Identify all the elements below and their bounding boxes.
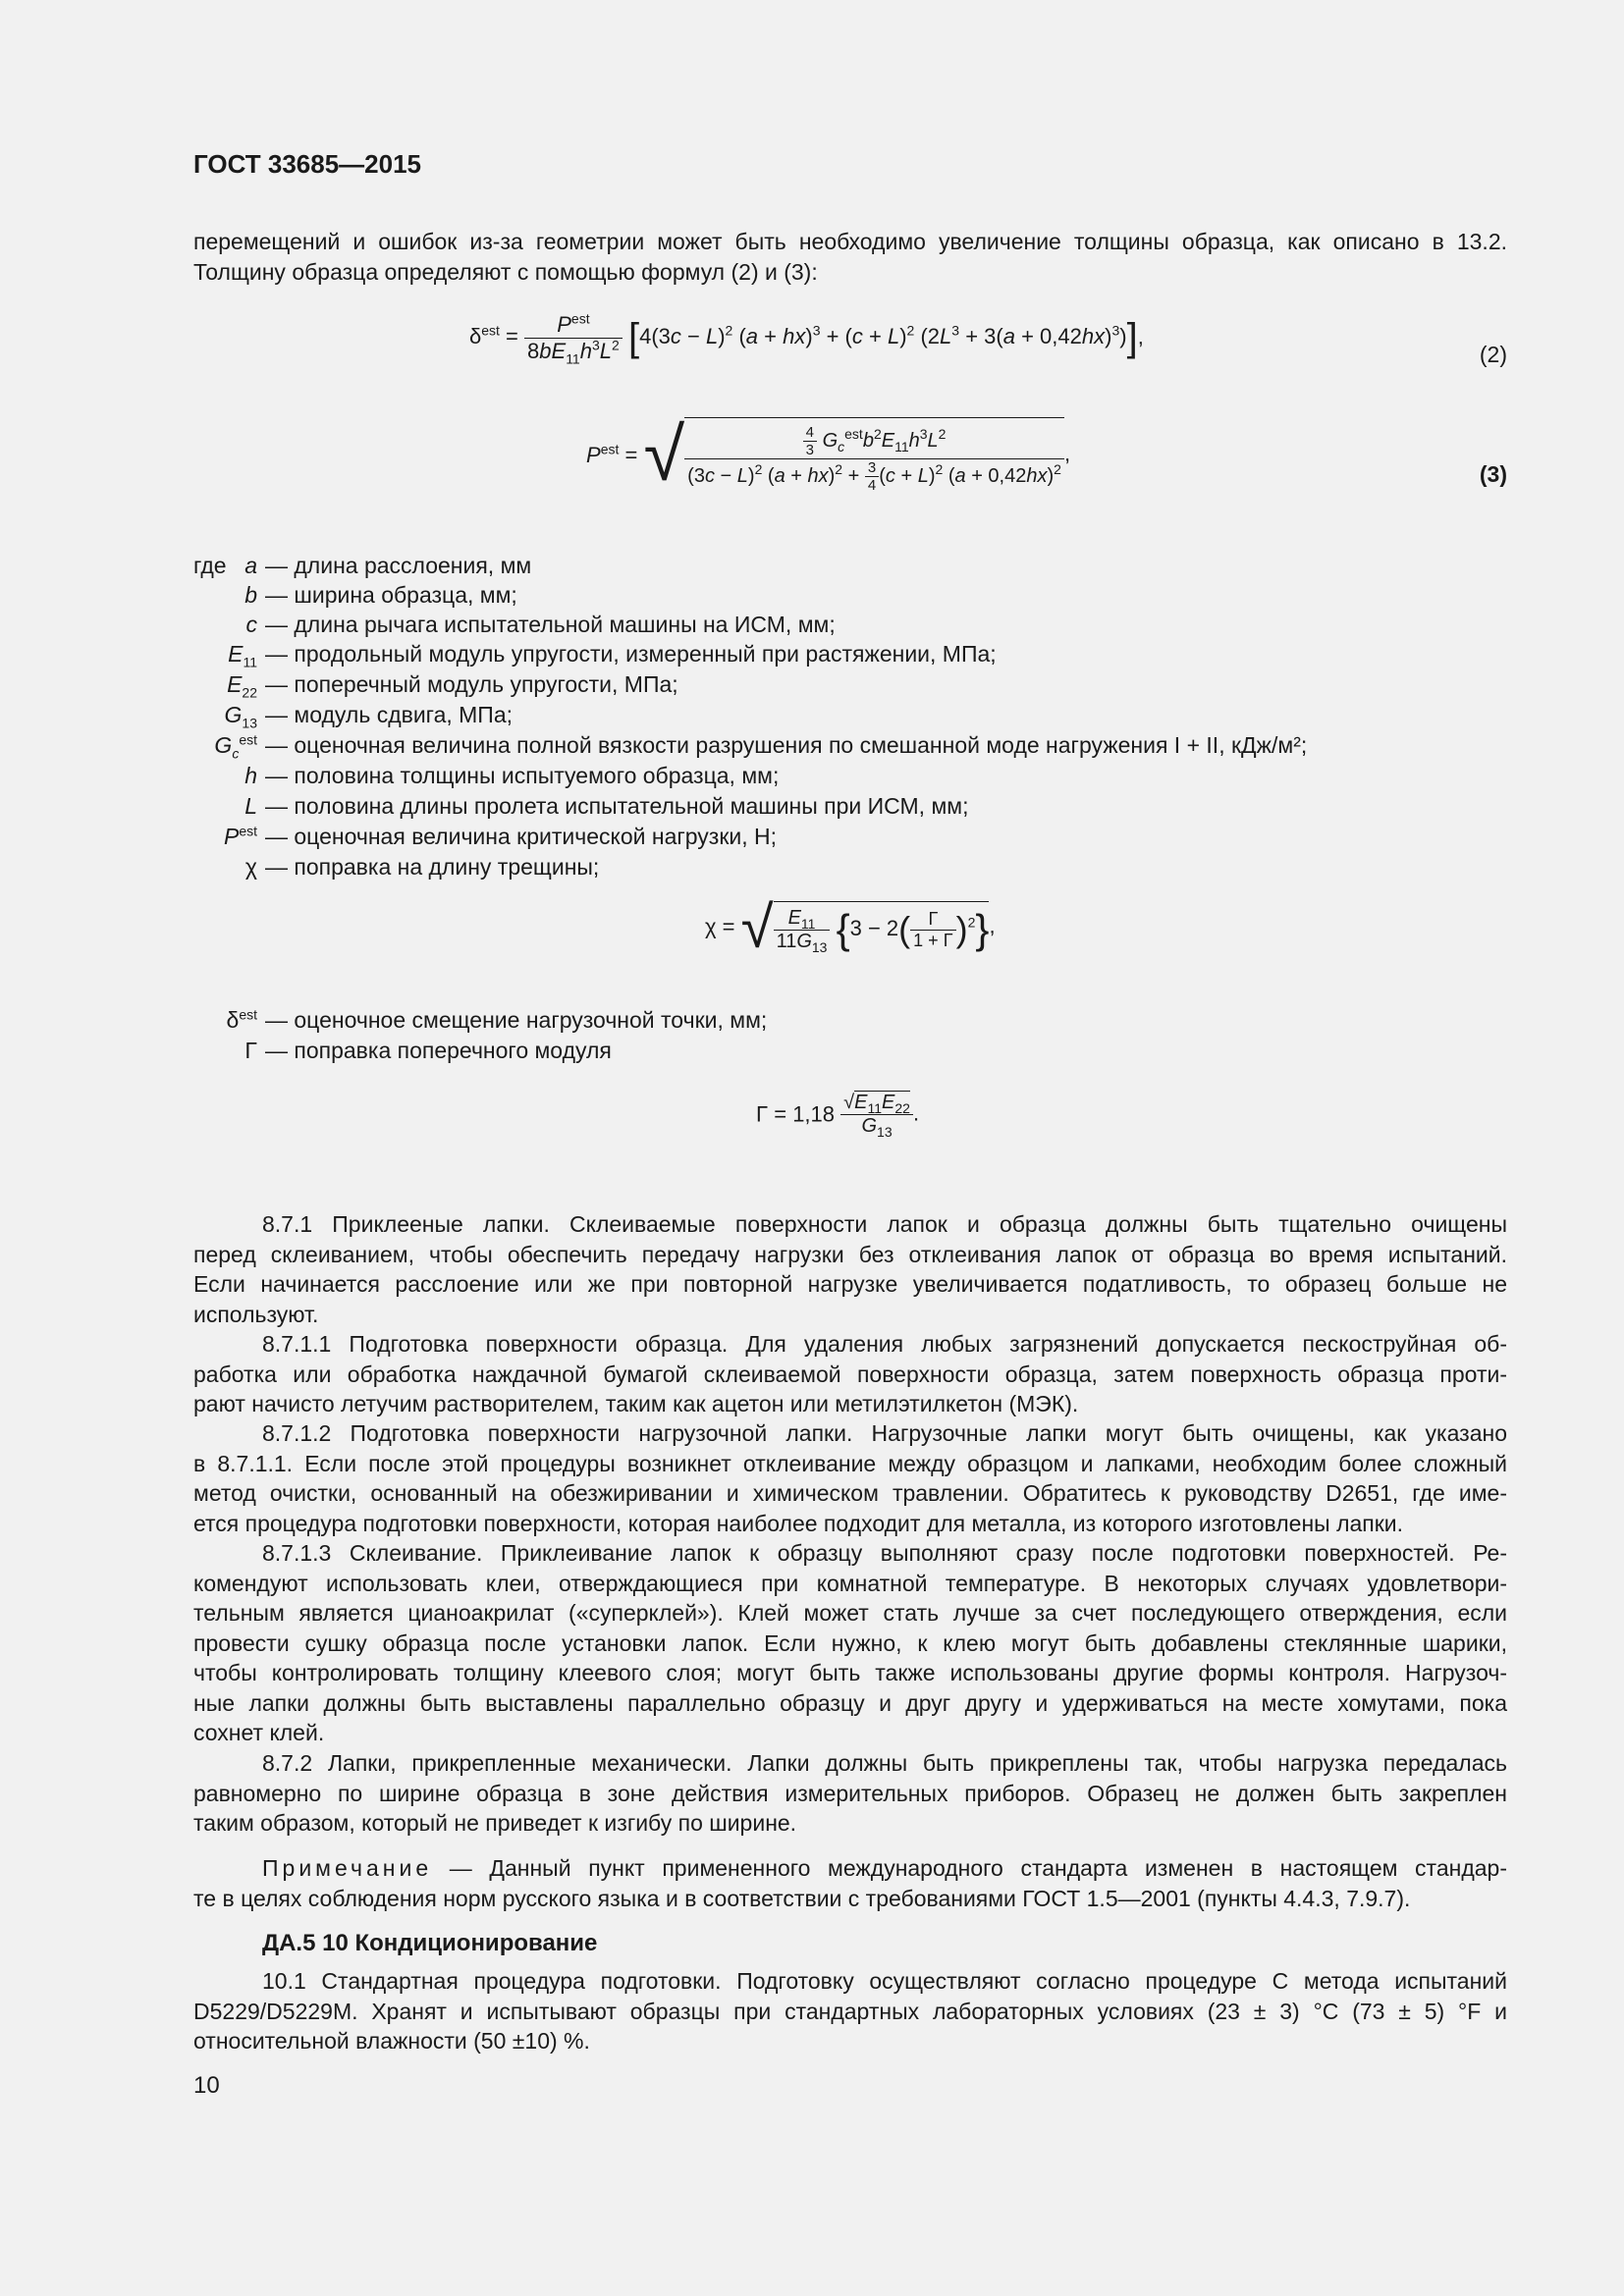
text-line: комендуют использовать клеи, отверждающиеся при комнатной температуре. В некоторых случаях удовлетвори- — [193, 1570, 1507, 1596]
text-line: провести сушку образца после установки лапок. Если нужно, к клею могут быть добавлены стеклянные шарики, — [193, 1629, 1507, 1656]
definition-text: — длина расслоения, мм — [265, 553, 532, 578]
note-label: Примечание — [262, 1855, 433, 1881]
definition-text: — ширина образца, мм; — [265, 582, 517, 608]
intro-line: Толщину образца определяют с помощью формул (2) и (3): — [193, 258, 818, 285]
text-line: рают начисто летучим растворителем, таким как ацетон или метилэтилкетон (МЭК). — [193, 1391, 1079, 1416]
definition-symbol: $P^{est}$ — [223, 823, 257, 849]
definition-symbol: h — [244, 763, 257, 788]
note-paragraph — [193, 1853, 1507, 1913]
definition-symbol: c — [245, 612, 257, 637]
text-line: чтобы контролировать толщину клеевого слоя; могут быть также использованы другие формы контроля. Нагрузоч- — [193, 1660, 1507, 1685]
paragraph-8-7-1-3 — [193, 1538, 1507, 1748]
definition-symbol: $E_{22}$ — [227, 671, 257, 701]
formula-3: $P^{est}$ = √ $\frac{4}{3}$ $G_c^{est}b^2E_{11}h^3L^2$ $(3c - L)^2$ (a + hx)$^2$ + $\frac{3}{4}$ $(c + L)^2$ $(a + 0,42hx)^2$ , — [586, 413, 1071, 497]
definition-symbol: L — [244, 793, 257, 819]
definition-text: — оценочное смещение нагрузочной точки, мм; — [265, 1007, 768, 1033]
definition-symbol: $E_{11}$ — [228, 641, 257, 670]
document-id-header: ГОСТ 33685—2015 — [193, 149, 421, 179]
text-line: 8.7.1 Приклееные лапки. Склеиваемые поверхности лапок и образца должны быть тщательно очищены — [262, 1211, 1507, 1237]
paragraph-8-7-1-1 — [193, 1329, 1507, 1419]
definition-symbol: $G_{13}$ — [224, 702, 257, 731]
definition-text: — половина толщины испытуемого образца, мм; — [265, 763, 780, 788]
text-line: в 8.7.1.1. Если после этой процедуры возникнет отклеивание между образцом и лапками, необходим более сложный — [193, 1450, 1507, 1476]
text-line: 10.1 Стандартная процедура подготовки. Подготовку осуществляют согласно процедуре С метода испытаний — [262, 1968, 1507, 1994]
definition-symbol: $\delta^{est}$ — [226, 1006, 257, 1033]
definition-text: — длина рычага испытательной машины на ИСМ, мм; — [265, 612, 836, 637]
definition-text: — оценочная величина полной вязкости разрушения по смешанной моде нагружения I + II, кДж/м²; — [265, 732, 1308, 758]
text-line: D5229/D5229M. Хранят и испытывают образцы при стандартных лабораторных условиях (23 ± 3) °С (73 ± 5) °F и — [193, 1998, 1507, 2024]
definition-symbol: b — [244, 582, 257, 608]
formula-chi: χ = √ $\frac{E_{11}}{11G_{13}}$ {3 − 2( $\frac{\Gamma}{1 + \Gamma}$ )$^2$}, — [705, 894, 996, 960]
definition-symbol: $G_c^{est}$ — [214, 731, 257, 762]
sqrt-sign: √ — [643, 413, 685, 497]
formula-2: $\delta^{est}$ = $\frac{P^{est}}{8bE_{11}h^3L^2}$ [$4(3c - L)^2$ $(a + hx)^3 + (c + L)^2$ $(2L^3 + 3(a + 0,42hx)^3)$], — [469, 310, 1144, 367]
definition-text: — модуль сдвига, МПа; — [265, 702, 514, 727]
formula-gamma: Γ = 1,18 $\frac{√E_{11}E_{22}}{G_{13}}$ . — [756, 1092, 920, 1140]
definition-symbol: Γ — [244, 1038, 257, 1063]
definition-text: — оценочная величина критической нагрузки, Н; — [265, 824, 778, 849]
definition-symbol: a — [244, 553, 257, 578]
text-line: тельным является цианоакрилат («суперклей»). Клей может стать лучше за счет последующего отверждения, если — [193, 1600, 1507, 1626]
text-line — [193, 1853, 1507, 1884]
text-line: используют. — [193, 1301, 319, 1327]
definition-text: — половина длины пролета испытательной машины при ИСМ, мм; — [265, 793, 969, 819]
text-line: Если начинается расслоение или же при повторной нагрузке увеличивается податливость, то образец больше не — [193, 1271, 1507, 1297]
definition-text: — поправка поперечного модуля — [265, 1038, 612, 1063]
note-text: — Данный пункт примененного международного стандарта изменен в настоящем стандар- — [432, 1855, 1507, 1881]
text-line: метод очистки, основанный на обезжиривании и химическом травлении. Обратитесь к руководству D2651, где име- — [193, 1480, 1507, 1506]
text-line: таким образом, который не приведет к изгибу по ширине. — [193, 1810, 797, 1836]
where-label: где — [193, 553, 227, 578]
formula-3-number: (3) — [1479, 461, 1507, 487]
paragraph-8-7-1-2 — [193, 1418, 1507, 1538]
paragraph-10-1 — [193, 1966, 1507, 2056]
definition-symbol: χ — [244, 854, 257, 880]
intro-paragraph — [193, 227, 1507, 287]
intro-line: перемещений и ошибок из-за геометрии может быть необходимо увеличение толщины образца, как описано в 13.2. — [193, 229, 1507, 254]
page-number: 10 — [193, 2072, 220, 2099]
text-line: относительной влажности (50 ±10) %. — [193, 2028, 590, 2054]
text-line: ется процедура подготовки поверхности, которая наиболее подходит для металла, из которого изготовлены лапки. — [193, 1510, 1404, 1536]
text-line: 8.7.1.2 Подготовка поверхности нагрузочной лапки. Нагрузочные лапки могут быть очищены, как указано — [262, 1420, 1507, 1446]
text-line: 8.7.1.3 Склеивание. Приклеивание лапок к образцу выполняют сразу после подготовки поверхностей. Ре- — [262, 1540, 1507, 1566]
text-line: перед склеиванием, чтобы обеспечить передачу нагрузки без отклеивания лапок от образца во время испытаний. — [193, 1241, 1507, 1267]
definition-text: — продольный модуль упругости, измеренный при растяжении, МПа; — [265, 641, 997, 667]
text-line: равномерно по ширине образца в зоне действия измерительных приборов. Образец не должен быть закреплен — [193, 1780, 1507, 1806]
paragraph-8-7-1 — [193, 1209, 1507, 1329]
text-line: 8.7.2 Лапки, прикрепленные механически. Лапки должны быть прикреплены так, чтобы нагрузка передалась — [262, 1750, 1507, 1776]
text-line: сохнет клей. — [193, 1720, 325, 1745]
text-line: ные лапки должны быть выставлены параллельно образцу и друг другу и удерживаться на месте хомутами, пока — [193, 1689, 1507, 1716]
section-heading-da5: ДА.5 10 Кондиционирование — [262, 1930, 598, 1956]
definition-text: — поперечный модуль упругости, МПа; — [265, 671, 678, 697]
definition-text: — поправка на длину трещины; — [265, 854, 600, 880]
paragraph-8-7-2 — [193, 1748, 1507, 1839]
text-line: работка или обработка наждачной бумагой склеиваемой поверхности образца, затем поверхность образца проти- — [193, 1361, 1507, 1387]
text-line: 8.7.1.1 Подготовка поверхности образца. Для удаления любых загрязнений допускается пескоструйная об- — [262, 1331, 1507, 1357]
text-line: те в целях соблюдения норм русского языка и в соответствии с требованиями ГОСТ 1.5—2001 (пункты 4.4.3, 7.9.7). — [193, 1885, 1411, 1911]
formula-2-number: (2) — [1479, 342, 1507, 367]
